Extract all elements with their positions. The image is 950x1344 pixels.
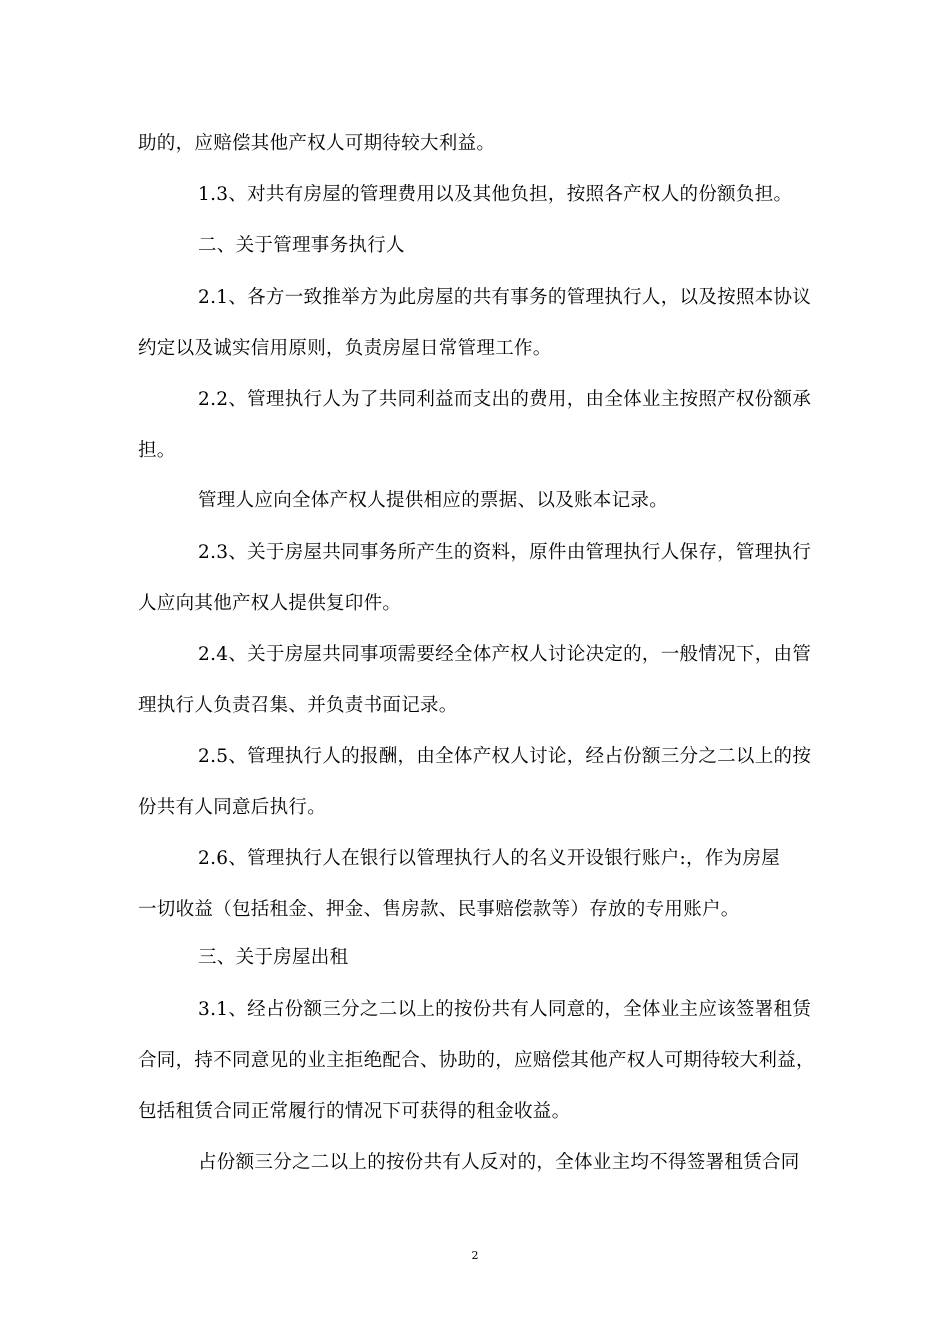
- text-line: 占份额三分之二以上的按份共有人反对的，全体业主均不得签署租赁合同: [198, 1152, 800, 1173]
- section-heading: 二、关于管理事务执行人: [198, 235, 405, 256]
- text-line: 人应向其他产权人提供复印件。: [138, 593, 402, 614]
- text-line: 管理人应向全体产权人提供相应的票据、以及账本记录。: [198, 490, 669, 511]
- text-line: 一切收益（包括租金、押金、售房款、民事赔偿款等）存放的专用账户。: [138, 899, 740, 920]
- text-line: 合同，持不同意见的业主拒绝配合、协助的，应赔偿其他产权人可期待较大利益，: [138, 1050, 815, 1071]
- text-line: 2.1、各方一致推举方为此房屋的共有事务的管理执行人，以及按照本协议: [198, 287, 812, 308]
- text-line: 1.3、对共有房屋的管理费用以及其他负担，按照各产权人的份额负担。: [198, 184, 793, 205]
- text-line: 2.6、管理执行人在银行以管理执行人的名义开设银行账户:，作为房屋: [198, 848, 781, 869]
- text-line: 助的，应赔偿其他产权人可期待较大利益。: [138, 133, 496, 154]
- text-line: 约定以及诚实信用原则，负责房屋日常管理工作。: [138, 338, 552, 359]
- text-line: 包括租赁合同正常履行的情况下可获得的租金收益。: [138, 1101, 571, 1122]
- text-line: 2.5、管理执行人的报酬，由全体产权人讨论，经占份额三分之二以上的按: [198, 746, 812, 767]
- text-line: 份共有人同意后执行。: [138, 797, 327, 818]
- text-line: 理执行人负责召集、并负责书面记录。: [138, 695, 458, 716]
- page-number: 2: [471, 1249, 479, 1262]
- text-line: 2.3、关于房屋共同事务所产生的资料，原件由管理执行人保存，管理执行: [198, 542, 812, 563]
- text-line: 3.1、经占份额三分之二以上的按份共有人同意的，全体业主应该签署租赁: [198, 999, 812, 1020]
- text-line: 2.2、管理执行人为了共同利益而支出的费用，由全体业主按照产权份额承: [198, 389, 812, 410]
- section-heading: 三、关于房屋出租: [198, 947, 349, 968]
- text-line: 2.4、关于房屋共同事项需要经全体产权人讨论决定的，一般情况下，由管: [198, 644, 812, 665]
- text-line: 担。: [138, 440, 176, 461]
